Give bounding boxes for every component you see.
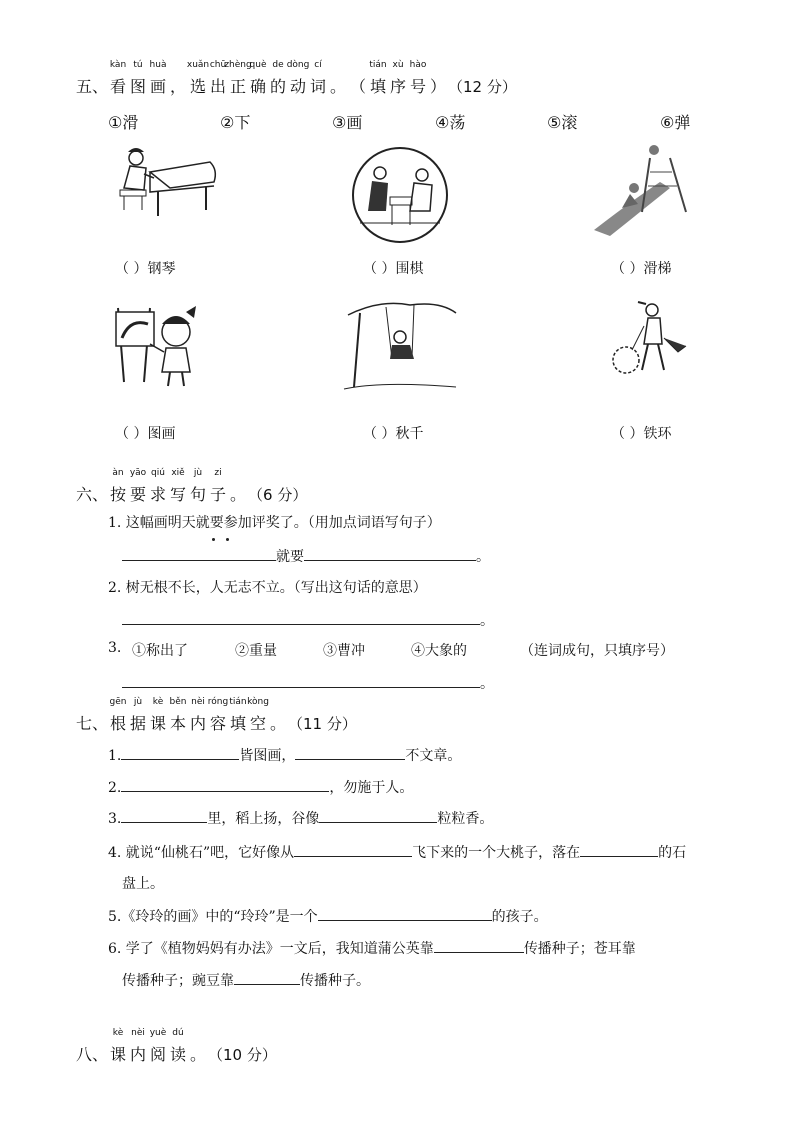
option-5: ⑤滚 [547,113,578,132]
answer-item-3 [611,258,671,278]
answer-item-1 [115,258,175,278]
pinyin-char [368,60,388,97]
answer-line-6-1 [122,546,490,566]
answer-word: 围棋 [395,261,424,277]
pinyin-char [208,468,228,505]
hanzi: 根 [110,714,127,733]
option-4: ④荡 [435,113,466,132]
pinyin-char [388,60,408,97]
pinyin-char [168,697,188,734]
pinyin: yāo [129,468,147,478]
section-number: 七、 [76,714,109,733]
connector-text: 就要 [276,549,304,565]
pinyin-char [128,468,148,505]
pinyin: tián [229,697,247,707]
pinyin-char [188,697,208,734]
section-score: （10 分） [208,1046,277,1064]
answer-word: 图画 [147,426,176,442]
hanzi: 出 [210,77,227,96]
pinyin-char [168,468,188,505]
hanzi: 序 [390,77,407,96]
pinyin-char [186,60,210,97]
pinyin: tián [369,60,387,70]
pinyin: kè [152,697,164,707]
pinyin: cí [314,60,322,70]
hanzi: 空 [250,714,267,733]
pinyin: huà [149,60,167,70]
pinyin-char [168,74,188,97]
section-6-heading [76,468,308,505]
pinyin-char [188,1042,208,1065]
hanzi: 确 [250,77,267,96]
pinyin-char [168,1028,188,1065]
pinyin: kòng [247,697,269,707]
answer-word: 钢琴 [147,261,176,277]
hanzi: 。 [230,485,247,504]
pinyin: tú [133,60,143,70]
hanzi: 句 [190,485,207,504]
option-3: ③画 [332,113,363,132]
option-6: ⑥弹 [660,113,691,132]
period: 。 [480,613,494,629]
option-2: ②下 [220,113,251,132]
pinyin: yuè [149,1028,167,1038]
word-option-4: ④大象的 [411,643,467,659]
pinyin-char [248,60,268,97]
pinyin-char [228,482,248,505]
hanzi: 阅 [150,1045,167,1064]
hanzi: 图 [130,77,147,96]
pinyin: hào [409,60,427,70]
pinyin-char [108,60,128,97]
pinyin-char [348,74,368,97]
pinyin: jù [193,468,203,478]
pinyin-title [108,1028,208,1064]
answer-word: 秋千 [395,426,424,442]
pinyin-char [207,697,229,734]
pinyin-char [108,1028,128,1065]
hanzi: （ [350,77,367,96]
pinyin: dòng [286,60,310,70]
pinyin: xiě [171,468,185,478]
pinyin: nèi [191,697,205,707]
section-5-heading [76,60,517,97]
hanzi: ） [430,77,447,96]
pinyin-char [247,697,269,734]
answer-word: 铁环 [643,426,672,442]
pinyin-char [108,697,128,734]
blank-line[interactable] [122,546,276,561]
hanzi: 按 [110,485,127,504]
hanzi: 。 [270,714,287,733]
fill-line-6-cont: 传播种子；豌豆靠 传播种子。 [122,970,370,990]
answer-blank[interactable]: （ ） [611,426,644,442]
blank-line[interactable] [434,938,524,953]
fill-line-4: 4. 就说“仙桃石”吧，它好像从 飞下来的一个大桃子，落在 的石 [108,842,686,862]
hanzi: 。 [330,77,347,96]
answer-word: 滑梯 [643,261,672,277]
pinyin: kè [112,1028,124,1038]
pinyin: xuǎn [186,60,210,70]
pinyin: què [249,60,267,70]
answer-blank[interactable]: （ ） [363,426,396,442]
answer-blank[interactable]: （ ） [363,261,396,277]
period: 。 [476,549,490,565]
answer-line-6-2 [122,610,494,630]
pinyin: chū [209,60,227,70]
pinyin-char [148,697,168,734]
hanzi: 据 [130,714,147,733]
blank-line[interactable] [121,808,207,823]
hanzi: 写 [170,485,187,504]
hanzi: 号 [410,77,427,96]
word-option-2: ②重量 [235,643,277,659]
fill-line-4-cont: 盘上。 [122,876,164,892]
section-number: 八、 [76,1045,109,1064]
pinyin-char [108,468,128,505]
slide-picture [590,142,700,237]
blank-line[interactable] [319,808,437,823]
answer-blank[interactable]: （ ） [611,261,644,277]
blank-line[interactable] [122,673,480,688]
blank-line[interactable] [234,970,300,985]
section-score: （6 分） [248,486,308,504]
fill-line-1: 1. 皆图画， 不文章。 [108,745,461,765]
pinyin-char [148,468,168,505]
pinyin-char [128,1028,148,1065]
question-6-2: 2. 树无根不长，人无志不立。（写出这句话的意思） [108,580,427,596]
pinyin-char [208,60,228,97]
pinyin-title [108,60,448,96]
hanzi: 选 [190,77,207,96]
blank-line[interactable] [318,906,492,921]
painting-picture [110,302,205,390]
hanzi: 画 [150,77,167,96]
hanzi: 求 [150,485,167,504]
pinyin: dú [172,1028,184,1038]
hanzi: 词 [310,77,327,96]
pinyin-char [268,60,288,97]
answer-item-6 [611,423,671,443]
question-6-3-note: （连词成句，只填序号） [520,643,674,659]
pinyin-char [408,60,428,97]
pinyin-title [108,697,288,733]
hanzi: 本 [170,714,187,733]
pinyin-char [228,697,248,734]
hanzi: 正 [230,77,247,96]
section-number: 六、 [76,485,109,504]
pinyin-char [148,1028,168,1065]
blank-line[interactable] [121,777,329,792]
fill-line-3: 3. 里，稻上扬，谷像 粒粒香。 [108,808,493,828]
blank-line[interactable] [121,745,239,760]
hanzi: 子 [210,485,227,504]
blank-line[interactable] [294,842,412,857]
pinyin: kàn [109,60,127,70]
pinyin-char [128,697,148,734]
fill-line-6: 6. 学了《植物妈妈有办法》一文后，我知道蒲公英靠 传播种子；苍耳靠 [108,938,636,958]
hanzi: 。 [190,1045,207,1064]
fill-line-2: 2. ，勿施于人。 [108,777,413,797]
section-8-heading [76,1028,277,1065]
pinyin-char [308,60,328,97]
section-score: （12 分） [448,78,517,96]
emphasis-dot [226,538,229,541]
hanzi: 要 [130,485,147,504]
pinyin: zhèng [224,60,252,70]
answer-item-5 [363,423,423,443]
option-1: ①滑 [108,113,139,132]
pinyin: běn [169,697,187,707]
pinyin: qiú [151,468,165,478]
hanzi: 课 [110,1045,127,1064]
hanzi: 读 [170,1045,187,1064]
fill-line-5: 5.《玲玲的画》中的“玲玲”是一个 的孩子。 [108,906,548,926]
hanzi: 填 [370,77,387,96]
section-score: （11 分） [288,715,357,733]
blank-line[interactable] [122,610,480,625]
pinyin: nèi [131,1028,145,1038]
answer-item-2 [363,258,423,278]
hanzi: 内 [190,714,207,733]
go-game-picture [350,145,450,245]
blank-line[interactable] [304,546,476,561]
hanzi: 课 [150,714,167,733]
hanzi: 容 [210,714,227,733]
hanzi: 填 [230,714,247,733]
question-6-3-num: 3. [108,640,122,656]
hanzi: 的 [270,77,287,96]
pinyin-char [428,74,448,97]
pinyin: de [272,60,284,70]
hanzi: 动 [290,77,307,96]
hanzi: 内 [130,1045,147,1064]
pinyin-char [286,60,310,97]
answer-item-4 [115,423,175,443]
pinyin: gēn [109,697,127,707]
answer-line-6-3 [122,673,494,693]
pinyin-char [188,468,208,505]
piano-picture [110,140,220,220]
pinyin-char [268,711,288,734]
blank-line[interactable] [295,745,405,760]
pinyin: xù [392,60,404,70]
word-option-3: ③曹冲 [323,643,365,659]
pinyin-char [224,60,252,97]
hanzi: 看 [110,77,127,96]
question-6-1: 1. 这幅画明天就要参加评奖了。（用加点词语写句子） [108,515,441,531]
emphasis-dot [212,538,215,541]
hanzi: ， [170,77,187,96]
pinyin: róng [207,697,229,707]
swing-picture [340,297,460,395]
pinyin-char [128,60,148,97]
pinyin-title [108,468,248,504]
pinyin-char [148,60,168,97]
pinyin: zi [214,468,222,478]
answer-blank[interactable]: （ ） [115,261,148,277]
pinyin: àn [112,468,124,478]
section-7-heading [76,697,357,734]
word-option-1: ①称出了 [132,643,188,659]
section-number: 五、 [76,77,109,96]
pinyin-char [328,74,348,97]
blank-line[interactable] [580,842,658,857]
period: 。 [480,676,494,692]
hoop-rolling-picture [608,300,698,378]
answer-blank[interactable]: （ ） [115,426,148,442]
pinyin: jù [133,697,143,707]
